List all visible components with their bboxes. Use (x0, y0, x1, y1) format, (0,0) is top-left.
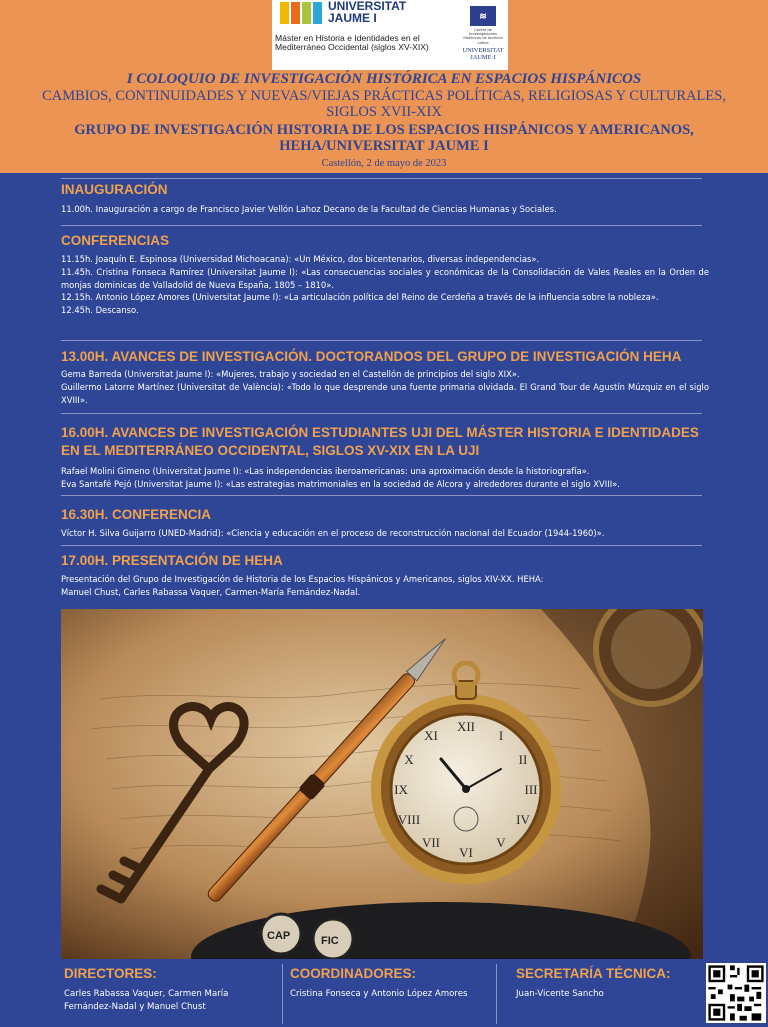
footer-divider (282, 964, 283, 1024)
research-group-2: HEHA/UNIVERSITAT JAUME I (279, 138, 489, 154)
research-group: GRUPO DE INVESTIGACIÓN HISTORIA DE LOS ESPACIOS HISPÁNICOS Y AMERICANOS, (74, 122, 694, 138)
photo-illustration (61, 609, 703, 959)
program-line: 12.15h. Antonio López Amores (Universitat Jaume I): «La articulación política del Reino de Cerdeña a través de la influencia sobre la nobleza». (61, 292, 659, 303)
footer-secretaria-title: SECRETARÍA TÉCNICA: (516, 966, 671, 981)
qr-code-pattern (706, 963, 766, 1023)
cihal-logo-university: UNIVERSITAT JAUME·I (462, 46, 504, 61)
program-line: Gema Barreda (Universitat Jaume I): «Mujeres, trabajo y sociedad en el Castellón de principios del siglo XIX». (61, 369, 520, 379)
typewriter-key-label: FIC (321, 935, 339, 947)
program-line: Rafael Molini Gimeno (Universitat Jaume I): «Las independencias iberoamericanas: una aproximación desde la historiografía». (61, 466, 590, 476)
colloquium-subtitle-2: SIGLOS XVII-XIX (326, 104, 442, 120)
cihal-logo-text: Centro de Investigaciones Históricas de América Latina (463, 28, 503, 45)
section-title-doctorandos: 13.00H. AVANCES DE INVESTIGACIÓN. DOCTORANDOS DEL GRUPO DE INVESTIGACIÓN HEHA (61, 349, 682, 364)
program-line: Manuel Chust, Carles Rabassa Vaquer, Carmen-María Fernández-Nadal. (61, 586, 361, 597)
separator (61, 413, 702, 414)
svg-text:XII: XII (456, 719, 476, 734)
svg-text:III: III (524, 782, 538, 797)
antique-objects-photo (61, 609, 703, 959)
separator (61, 545, 702, 546)
svg-text:VIII: VIII (397, 812, 421, 827)
section-title-presentacion: 17.00H. PRESENTACIÓN DE HEHA (61, 553, 283, 568)
header-banner (0, 0, 768, 173)
svg-text:IV: IV (516, 812, 530, 827)
footer-directores-text: Carles Rabassa Vaquer, Carmen María Fernández-Nadal y Manuel Chust (64, 989, 229, 1012)
svg-text:VI: VI (459, 845, 473, 860)
colloquium-subtitle: CAMBIOS, CONTINUIDADES Y NUEVAS/VIEJAS PRÁCTICAS POLÍTICAS, RELIGIOSAS Y CULTURALES, (42, 88, 726, 104)
section-title-inauguracion: INAUGURACIÓN (61, 182, 168, 197)
svg-text:V: V (496, 835, 506, 850)
section-body-doctorandos (61, 368, 709, 406)
footer-coordinadores-text: Cristina Fonseca y Antonio López Amores (290, 989, 468, 999)
program-line: Eva Santafé Pejó (Universitat Jaume I): «Las estrategias matrimoniales en la sociedad de Alcora y alrededores durante el siglo XVIII». (61, 478, 620, 489)
footer-secretaria-text: Juan-Vicente Sancho (516, 989, 604, 999)
colloquium-title: I COLOQUIO DE INVESTIGACIÓN HISTÓRICA EN ESPACIOS HISPÁNICOS (126, 71, 642, 87)
program-line: Guillermo Latorre Martínez (Universitat de València): «Todo lo que desprende una fuente primaria olvidada. El Grand Tour de Agustín Múzquiz en el siglo XVIII». (61, 381, 709, 405)
separator (61, 178, 702, 179)
svg-text:XI: XI (424, 728, 438, 743)
footer-directores (64, 966, 274, 1014)
program-line: 11.00h. Inauguración a cargo de Francisco Javier Vellón Lahoz Decano de la Facultad de Ciencias Humanas y Sociales. (61, 204, 557, 214)
cihal-logo-icon: ≋ Centro de Investigaciones Históricas de América Latina UNIVERSITAT JAUME·I (462, 6, 504, 66)
footer-coordinadores-title: COORDINADORES: (290, 966, 417, 981)
separator (61, 495, 702, 496)
footer-divider (496, 964, 497, 1024)
logos-panel (272, 0, 508, 70)
section-body-inauguracion (61, 203, 709, 216)
footer-secretaria (516, 966, 696, 1001)
section-body-presentacion (61, 573, 709, 599)
svg-text:VII: VII (421, 835, 441, 850)
uji-logo-icon (280, 2, 324, 24)
program-line: Víctor H. Silva Guijarro (UNED-Madrid): «Ciencia y educación en el proceso de reconstrucción nacional del Ecuador (1944-1960)». (61, 528, 605, 538)
separator (61, 340, 702, 341)
typewriter-key-label: CAP (267, 930, 291, 942)
svg-text:X: X (404, 752, 414, 767)
section-body-estudiantes (61, 465, 709, 491)
separator (61, 225, 702, 226)
svg-text:I: I (498, 728, 504, 743)
section-body-conferencias (61, 253, 709, 317)
program-line: 12.45h. Descanso. (61, 305, 139, 316)
svg-text:II: II (518, 752, 528, 767)
program-line: 11.15h. Joaquín E. Espinosa (Universidad Michoacana): «Un México, dos bicentenarios, diversas independencias». (61, 254, 540, 264)
program-line: 11.45h. Cristina Fonseca Ramírez (Universitat Jaume I): «Las consecuencias sociales y económicas de la Consolidación de Vales Reales en la Orden de monjas dominicas de Valladolid de Nueva España, 1805 – 1810». (61, 266, 709, 290)
university-name: UNIVERSITAT JAUME I (328, 0, 407, 25)
footer-directores-title: DIRECTORES: (64, 966, 157, 981)
svg-text:IX: IX (394, 782, 408, 797)
section-title-conferencias: CONFERENCIAS (61, 233, 170, 248)
program-line: Presentación del Grupo de Investigación de Historia de los Espacios Hispánicos y Americanos, siglos XIV-XX. HEHA: (61, 574, 544, 584)
master-name: Máster en Historia e Identidades en el Mediterráneo Occidental (siglos XV-XIX) (275, 33, 429, 53)
place-date: Castellón, 2 de mayo de 2023 (321, 158, 447, 169)
footer (0, 960, 768, 1024)
qr-code-icon[interactable] (706, 963, 766, 1023)
footer-coordinadores (290, 966, 490, 1001)
section-title-conferencia: 16.30H. CONFERENCIA (61, 507, 212, 522)
section-body-conferencia (61, 527, 709, 540)
section-title-estudiantes: 16.00H. AVANCES DE INVESTIGACIÓN ESTUDIANTES UJI DEL MÁSTER HISTORIA E IDENTIDADES EN EL MEDITERRÁNEO OCCIDENTAL, SIGLOS XV-XIX EN LA UJI (61, 425, 699, 458)
